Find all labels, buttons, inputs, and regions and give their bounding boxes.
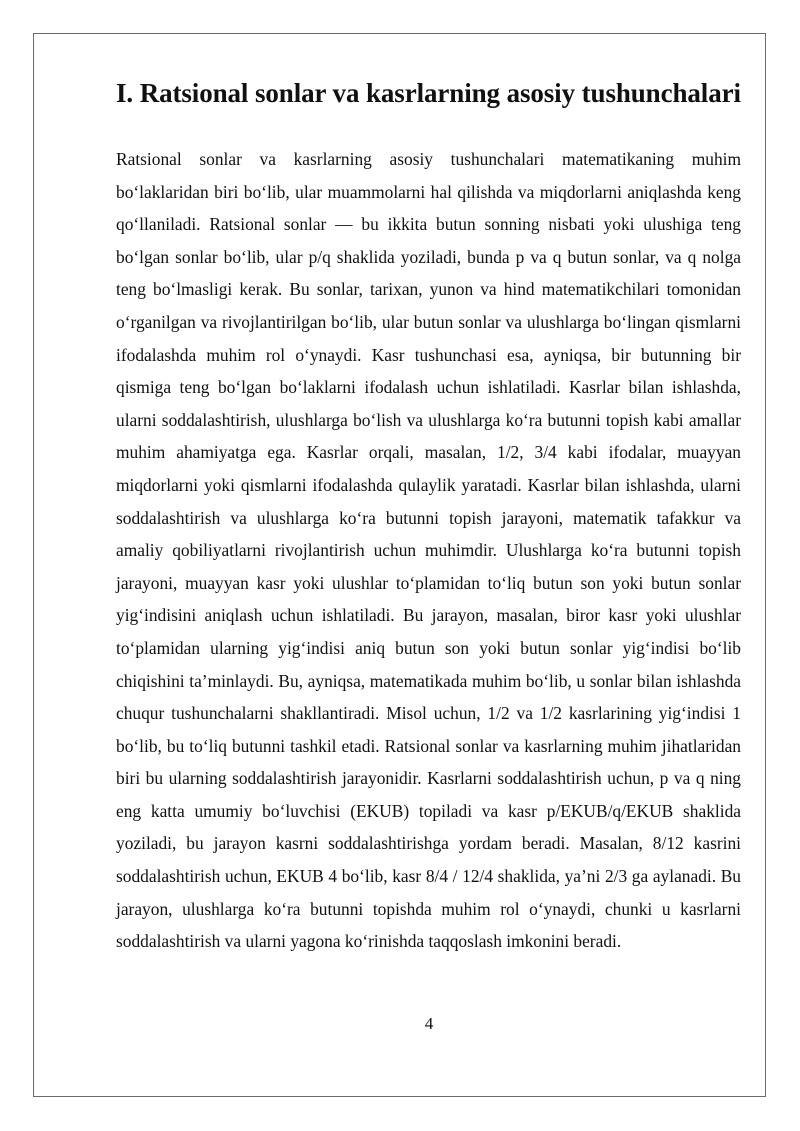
section-heading: I. Ratsional sonlar va kasrlarning asosiy tushunchalari — [116, 78, 741, 108]
body-paragraph: Ratsional sonlar va kasrlarning asosiy tushunchalari matematikaning muhim bo‘laklaridan biri bo‘lib, ular muammolarni hal qilishda va miqdorlarni aniqlashda keng qo‘llaniladi. Ratsional sonlar — bu ikkita butun sonning nisbati yoki ulushiga teng bo‘lgan sonlar bo‘lib, ular p/q shaklida yoziladi, bunda p va q butun sonlar, va q nolga teng bo‘lmasligi kerak. Bu sonlar, tarixan, yunon va hind matematikchilari tomonidan o‘rganilgan va rivojlantirilgan bo‘lib, ular butun sonlar va ulushlarga bo‘lingan qismlarni ifodalashda muhim rol o‘ynaydi. Kasr tushunchasi esa, ayniqsa, bir butunning bir qismiga teng bo‘lgan bo‘laklarni ifodalash uchun ishlatiladi. Kasrlar bilan ishlashda, ularni soddalashtirish, ulushlarga bo‘lish va ulushlarga ko‘ra butunni topish kabi amallar muhim ahamiyatga ega. Kasrlar orqali, masalan, 1/2, 3/4 kabi ifodalar, muayyan miqdorlarni yoki qismlarni ifodalashda qulaylik yaratadi. Kasrlar bilan ishlashda, ularni soddalashtirish va ulushlarga ko‘ra butunni topish jarayoni, matematik tafakkur va amaliy qobiliyatlarni rivojlantirish uchun muhimdir. Ulushlarga ko‘ra butunni topish jarayoni, muayyan kasr yoki ulushlar to‘plamidan to‘liq butun son yoki butun sonlar yig‘indisini aniqlash uchun ishlatiladi. Bu jarayon, masalan, biror kasr yoki ulushlar to‘plamidan ularning yig‘indisi aniq butun son yoki butun sonlar yig‘indisi bo‘lib chiqishini ta’minlaydi. Bu, ayniqsa, matematikada muhim bo‘lib, u sonlar bilan ishlashda chuqur tushunchalarni shakllantiradi. Misol uchun, 1/2 va 1/2 kasrlarining yig‘indisi 1 bo‘lib, bu to‘liq butunni tashkil etadi. Ratsional sonlar va kasrlarning muhim jihatlaridan biri bu ularning soddalashtirish jarayonidir. Kasrlarni soddalashtirish uchun, p va q ning eng katta umumiy bo‘luvchisi (EKUB) topiladi va kasr p/EKUB/q/EKUB shaklida yoziladi, bu jarayon kasrni soddalashtirishga yordam beradi. Masalan, 8/12 kasrini soddalashtirish uchun, EKUB 4 bo‘lib, kasr 8/4 / 12/4 shaklida, ya’ni 2/3 ga aylanadi. Bu jarayon, ulushlarga ko‘ra butunni topishda muhim rol o‘ynaydi, chunki u kasrlarni soddalashtirish va ularni yagona ko‘rinishda taqqoslash imkonini beradi. — [116, 149, 741, 952]
page-number: 4 — [424, 1014, 434, 1033]
document-content — [116, 74, 741, 958]
